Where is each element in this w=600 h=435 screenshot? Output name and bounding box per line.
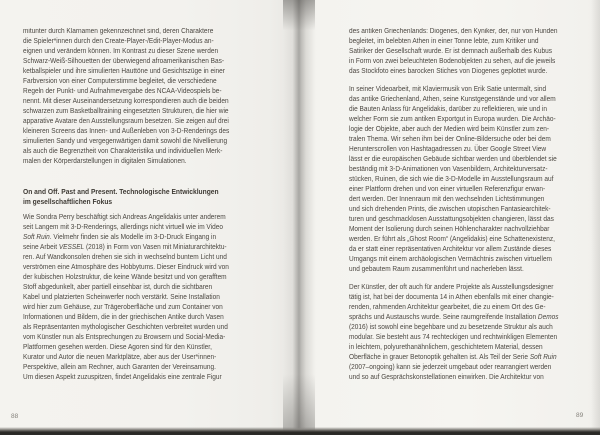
- text-line: Herunterscrollen von Hashtagadressen zu. Über Google Street View: [349, 146, 547, 153]
- text-line: der kubischen Holzstruktur, die keine Wände besitzt und von gerafftem: [23, 274, 227, 281]
- text-line: welcher Form sie zum antiken Exportgut in Europa wurden. Die Archäo-: [349, 116, 556, 123]
- text-line: seine Arbeit VESSEL (2018) in Form von Vasen mit Miniaturarchitektu-: [23, 244, 227, 251]
- text-line: werden. Er führt als „Ghost Room“ (Angelidakis) eine Schattenexistenz,: [349, 236, 555, 243]
- text-line: in leichtem, polyurethanähnlichem, geschichtetem Material, dessen: [349, 344, 543, 351]
- text-line: Moment der Isolierung durch seinen Höhlencharakter nachvollziehbar: [349, 226, 550, 233]
- text-line: kleineren Screens das Innen- und Außenleben von 3-D-Renderings des: [23, 128, 230, 135]
- text-line: Plattformen gesehen werden. Diese Agoren sind für den Künstler,: [23, 344, 212, 351]
- page-left: [0, 0, 299, 435]
- text-line: simulierten Sandy und vergegenwärtigen damit sowohl die Nivellierung: [23, 138, 228, 145]
- text-line: mitunter durch Klarnamen gekennzeichnet sind, deren Charaktere: [23, 28, 214, 35]
- text-line: modular. Sie besteht aus 74 rechteckigen und rechtwinkligen Elementen: [349, 334, 558, 341]
- text-line: Farbversion von einer Computerstimme begleitet, die verschiedene: [23, 78, 217, 85]
- text-line: vom Künstler nun als Entsprechungen zu Browsern und Social-Media-: [23, 334, 226, 341]
- left-text-column: [23, 27, 242, 383]
- text-line: sprächs und Austauschs wurde. Seine raumgreifende Installation Demos: [349, 314, 559, 321]
- text-line: On and Off. Past and Present. Technologische Entwicklungen: [23, 187, 219, 196]
- text-line: stücken, Ruinen, die sich wie die 3-D-Modelle im Ausstellungsraum auf: [349, 176, 554, 183]
- text-line: das Stockfoto eines barocken Stiches von Diogenes geplottet wurde.: [349, 68, 548, 75]
- text-line: renden, rahmenden Architektur gearbeitet, die zu einem Ort des Ge-: [349, 304, 546, 311]
- text-line: wird hier zum Gehäuse, zur Trägeroberfläche und zum Container von: [23, 304, 223, 311]
- text-line: In seiner Videoarbeit, mit Klaviermusik von Erik Satie untermalt, sind: [349, 86, 547, 93]
- text-line: und gebautem Raum zusammenführt und nacherleben lässt.: [349, 266, 524, 273]
- text-line: Informationen und Bildern, die in der griechischen Antike durch Vasen: [23, 314, 224, 321]
- text-line: und sich drehenden Prints, die zwischen utopischen Fantasiearchitek-: [349, 206, 551, 213]
- page-right: [299, 0, 600, 435]
- text-line: des antiken Griechenlands: Diogenes, den Kyniker, der, nur von Hunden: [349, 28, 558, 35]
- text-line: Um diesen Aspekt zuzuspitzen, findet Angelidakis eine zentrale Figur: [23, 374, 222, 381]
- text-line: Soft Ruin. Vielmehr finden sie als Modelle im 3-D-Druck Eingang in: [23, 234, 217, 241]
- text-line: Schwarz-Weiß-Silhouetten der überwiegend afroamerikanischen Bas-: [23, 58, 225, 65]
- text-line: Oberfläche in grauer Betonoptik gehalten ist. Als Teil der Serie Soft Ruin: [349, 354, 557, 361]
- text-line: das antike Griechenland, Athen, seine Kunstgegenstände und vor allem: [349, 96, 556, 103]
- text-line: Stoff abgedunkelt, aber partiell einsehbar ist, durch die sichtbaren: [23, 284, 213, 291]
- text-line: einer Plattform drehen und von einer virtuellen Referenzfigur erwan-: [349, 186, 546, 193]
- text-line: begleitet, im belebten Athen in einer Tonne lebte, zum Kritiker und: [349, 38, 539, 45]
- text-line: Umgangs mit einem archäologischen Vermächtnis zwischen virtuellem: [349, 256, 552, 263]
- text-line: verströmen eine Atmosphäre des Hobbytums. Dieser Eindruck wird von: [23, 264, 229, 271]
- text-line: lässt er die europäischen Gebäude sichtbar werden und überblendet sie: [349, 156, 557, 163]
- right-text-column: [349, 27, 578, 383]
- text-line: Der Künstler, der oft auch für andere Projekte als Ausstellungsdesigner: [349, 284, 554, 291]
- text-line: in Form von zwei beleuchteten Bodenobjekten zu sehen, auf die jeweils: [349, 58, 556, 65]
- text-line: schwarzen zum Basketballtraining eingesetzten Strukturen, die hier wie: [23, 108, 229, 115]
- text-line: tätig ist, hat bei der documenta 14 in Athen ebenfalls mit einer changie-: [349, 294, 554, 301]
- right-paragraph-1: [349, 27, 578, 77]
- text-line: da er statt einer repräsentativen Architektur vor allem Zustände dieses: [349, 246, 552, 253]
- text-line: Satiriker der Gesellschaft wurde. Er ist demnach außerhalb des Kubus: [349, 48, 553, 55]
- text-line: Kabel und platzierten Scheinwerfer noch verstärkt. Seine Installation: [23, 294, 220, 301]
- text-line: nennt. Mit dieser Auseinandersetzung korrespondieren auch die beiden: [23, 98, 229, 105]
- text-line: logie der Objekte, aber auch der Medien wird beim Künstler zum zen-: [349, 126, 550, 133]
- text-line: ketballspieler und ihre simulierten Hauttöne und Gesichtszüge in einer: [23, 68, 225, 75]
- right-paragraph-3: [349, 283, 578, 383]
- text-line: tralen Thema. Wir sehen ihm bei der Online-Bildersuche oder bei dem: [349, 136, 551, 143]
- text-line: turen und geschmacklosen Ausstattungsobjekten changieren, lässt das: [349, 216, 554, 223]
- section-heading: [23, 187, 242, 207]
- text-line: Kurator und Autor die neuen Marktplätze, aber aus der User*innen-: [23, 354, 217, 361]
- text-line: seit Langem mit 3-D-Renderings, allerdings nicht virtuell wie im Video: [23, 224, 223, 231]
- text-line: dert werden. Der Innenraum mit den wechselnden Lichtstimmungen: [349, 196, 545, 203]
- left-paragraph-1: [23, 27, 242, 167]
- text-line: Regeln der Punkt- und Aufnahmevergabe des NCAA-Videospiels be-: [23, 88, 222, 95]
- text-line: apparative Avatare den Ausstellungsraum besetzen. Sie zeigen auf drei: [23, 118, 229, 125]
- text-line: die Bauten Anlass für Angelidakis, darüber zu reflektieren, wie und in: [349, 106, 547, 113]
- left-paragraph-2: [23, 213, 242, 383]
- right-paragraph-2: [349, 85, 578, 275]
- text-line: (2016) ist sowohl eine begehbare und zu besetzende Struktur als auch: [349, 324, 553, 331]
- text-line: malen der Körperdarstellungen in digitalen Simulationen.: [23, 158, 187, 165]
- text-line: als Repräsentanten mythologischer Geschichten verbreitet wurden und: [23, 324, 228, 331]
- text-line: ren. Auf Wandkonsolen drehen sie sich in wechselnd buntem Licht und: [23, 254, 227, 261]
- text-line: als auch die Begrenztheit von Charakteristika und individuellen Merk-: [23, 148, 223, 155]
- text-line: die Spieler*innen durch den Create-Player-/Edit-Player-Modus an-: [23, 38, 214, 45]
- text-line: Perspektive, allein am Rechner, auch Garanten der Vereinsamung.: [23, 364, 216, 371]
- text-line: beständig mit 3-D-Animationen von Vasenbildern, Architekturversatz-: [349, 166, 548, 173]
- page-number-left: 88: [11, 413, 19, 420]
- text-line: eignen und verändern können. Im Kontrast zu dieser Szene werden: [23, 48, 219, 55]
- text-line: und so auf Gesprächskonstellationen einwirken. Die Architektur von: [349, 374, 544, 381]
- text-line: im gesellschaftlichen Fokus: [23, 197, 113, 206]
- text-line: (2007–ongoing) kann sie jederzeit umgebaut oder rearrangiert werden: [349, 364, 552, 371]
- page-number-right: 89: [576, 412, 584, 419]
- text-line: Wie Sondra Perry beschäftigt sich Andreas Angelidakis unter anderem: [23, 214, 226, 221]
